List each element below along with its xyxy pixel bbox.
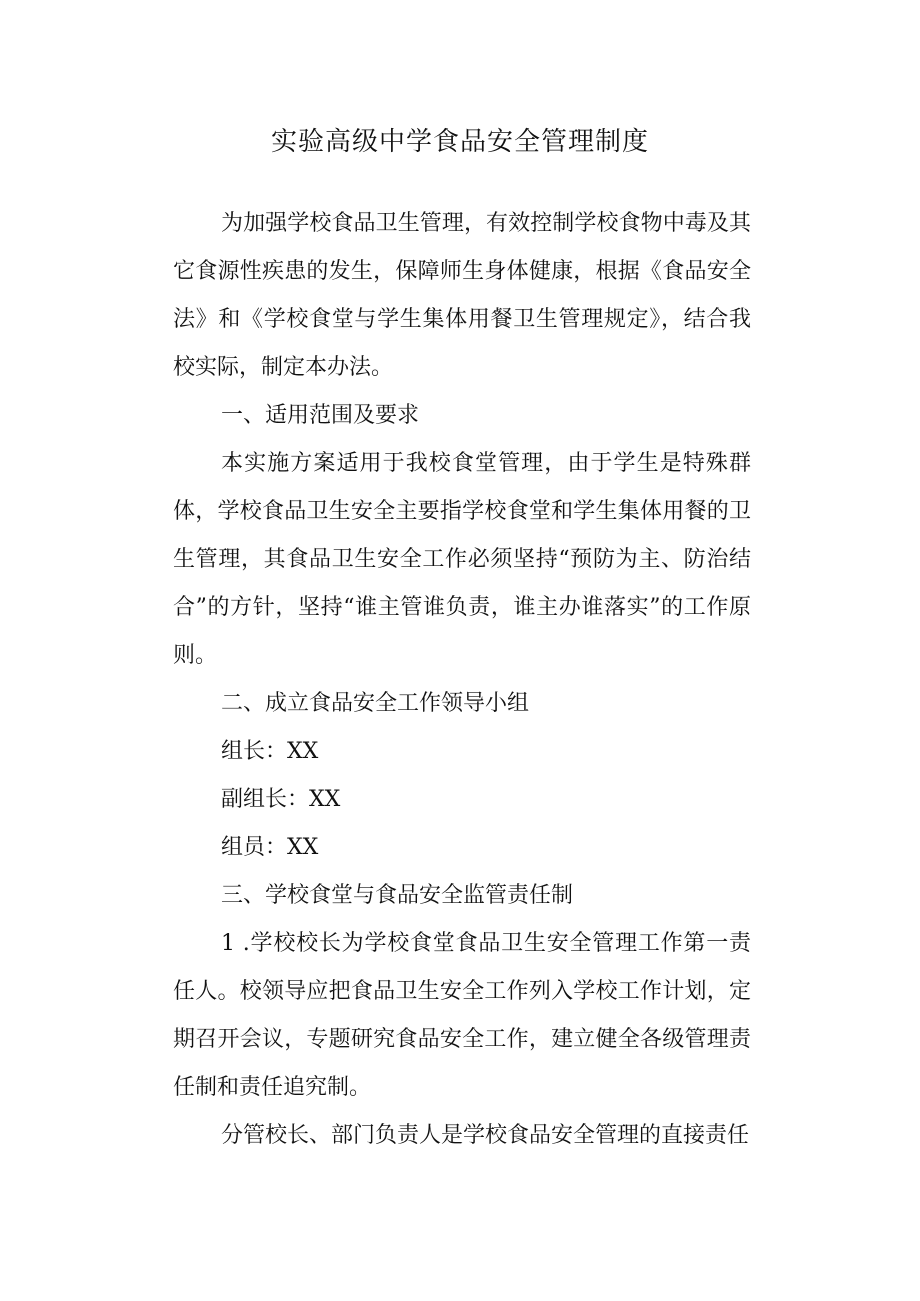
paragraph-scope: 本实施方案适用于我校食堂管理，由于学生是特殊群体，学校食品卫生安全主要指学校食堂和学生集体用餐的卫生管理，其食品卫生安全工作必须坚持“预防为主、防治结合”的方针，坚持“谁主管谁负责，谁主办谁落实”的工作原则。: [173, 451, 751, 668]
section-heading-leadership-group: 二、成立食品安全工作领导小组: [221, 691, 530, 716]
group-leader-line: 组长：XX: [221, 739, 319, 764]
group-members-line: 组员：XX: [221, 835, 319, 860]
document-title: 实验高级中学食品安全管理制度: [270, 127, 649, 157]
deputy-leader-line: 副组长：XX: [221, 787, 341, 812]
section-heading-scope: 一、适用范围及要求: [221, 403, 420, 428]
paragraph-principal-responsibility: 1 .学校校长为学校食堂食品卫生安全管理工作第一责任人。校领导应把食品卫生安全工作列入学校工作计划，定期召开会议，专题研究食品安全工作，建立健全各级管理责任制和责任追究制。: [173, 931, 751, 1100]
document-body: [173, 200, 751, 1160]
paragraph-direct-responsibility: 分管校长、部门负责人是学校食品安全管理的直接责任: [221, 1123, 750, 1148]
paragraph-intro: 为加强学校食品卫生管理，有效控制学校食物中毒及其它食源性疾患的发生，保障师生身体健康，根据《食品安全法》和《学校食堂与学生集体用餐卫生管理规定》，结合我校实际，制定本办法。: [173, 211, 751, 380]
section-heading-responsibility: 三、学校食堂与食品安全监管责任制: [221, 883, 574, 908]
